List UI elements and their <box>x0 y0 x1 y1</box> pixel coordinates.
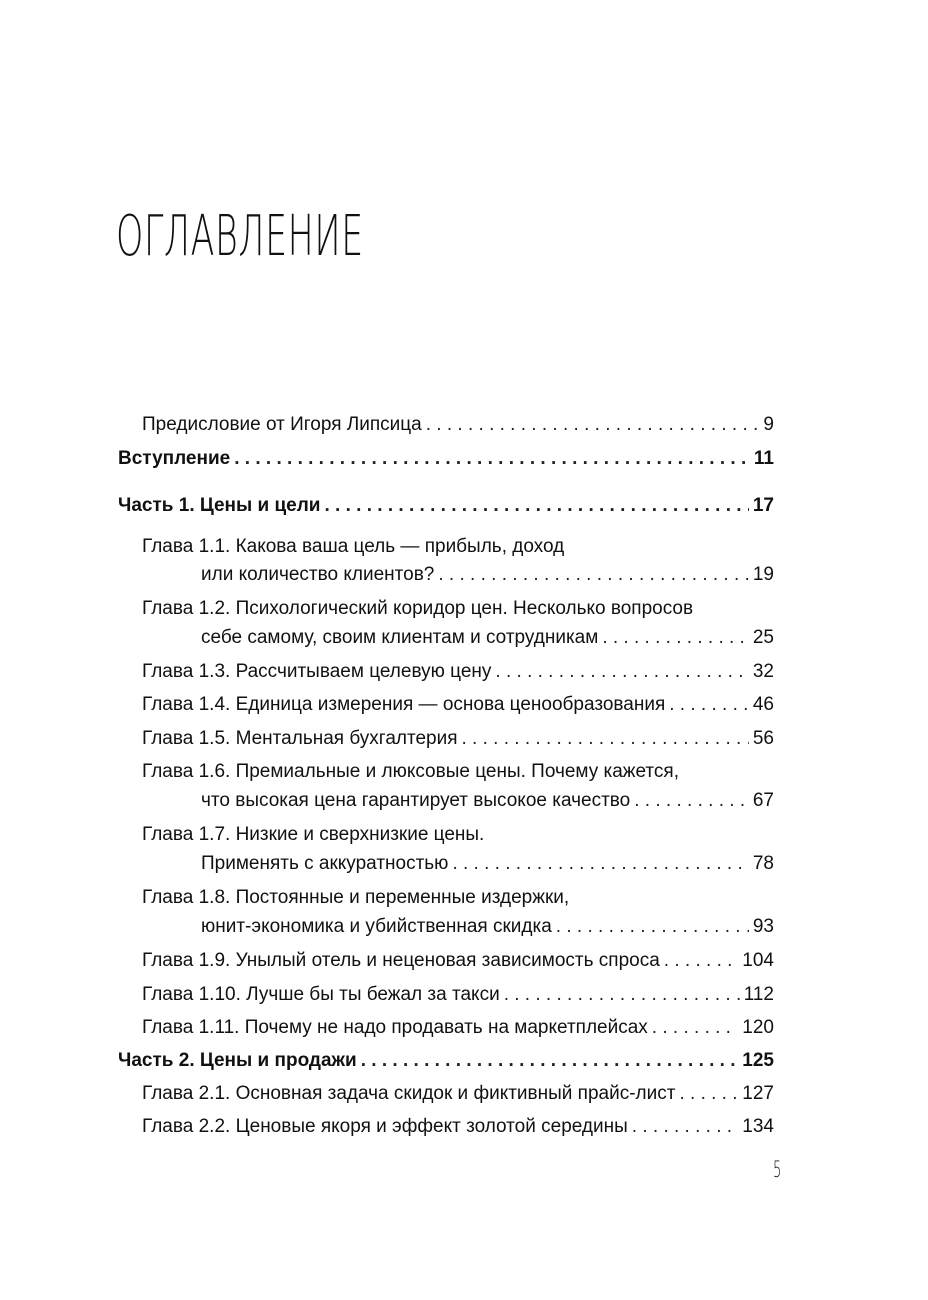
page-title: ОГЛАВЛЕНИЕ <box>116 204 364 269</box>
toc-entry-title: себе самому, своим клиентам и сотрудникам <box>201 627 599 648</box>
dot-leader <box>504 983 740 1007</box>
toc-entry-chapter-1-7-line1: Глава 1.7. Низкие и сверхнизкие цены. <box>142 824 485 845</box>
toc-entry-chapter-1-5[interactable] <box>142 727 774 751</box>
toc-entry-page: 32 <box>752 661 774 682</box>
toc-entry-page: 56 <box>752 728 774 749</box>
toc-entry-page: 125 <box>742 1050 774 1071</box>
dot-leader <box>556 915 749 939</box>
toc-entry-preface[interactable] <box>142 413 774 437</box>
toc-entry-page: 9 <box>763 414 774 435</box>
toc-entry-title: Глава 1.10. Лучше бы ты бежал за такси <box>142 984 500 1005</box>
toc-entry-page: 19 <box>752 564 774 585</box>
toc-entry-introduction[interactable] <box>118 447 774 471</box>
dot-leader <box>361 1049 739 1073</box>
toc-entry-chapter-1-4[interactable] <box>142 693 774 717</box>
page-number: 5 <box>773 1158 782 1183</box>
toc-entry-title: Предисловие от Игоря Липсица <box>142 414 422 435</box>
toc-entry-title: что высокая цена гарантирует высокое качество <box>201 790 631 811</box>
toc-entry-chapter-1-11[interactable] <box>142 1016 774 1040</box>
dot-leader <box>462 727 749 751</box>
toc-entry-title: Часть 2. Цены и продажи <box>118 1050 357 1071</box>
dot-leader <box>325 494 749 518</box>
toc-entry-page: 93 <box>752 916 774 937</box>
toc-entry-page: 25 <box>752 627 774 648</box>
dot-leader <box>669 693 749 717</box>
toc-entry-page: 46 <box>752 694 774 715</box>
toc-entry-chapter-1-6-line1: Глава 1.6. Премиальные и люксовые цены. Почему кажется, <box>142 761 679 782</box>
toc-entry-chapter-1-1-line1: Глава 1.1. Какова ваша цель — прибыль, доход <box>142 536 565 557</box>
toc-entry-chapter-2-2[interactable] <box>142 1115 774 1139</box>
toc-entry-chapter-1-7[interactable] <box>201 852 774 876</box>
toc-entry-part-1[interactable] <box>118 494 774 518</box>
toc-entry-page: 17 <box>752 495 774 516</box>
toc-entry-title: Применять с аккуратностью <box>201 853 449 874</box>
dot-leader <box>234 447 750 471</box>
toc-entry-page: 78 <box>752 853 774 874</box>
toc-entry-title: или количество клиентов? <box>201 564 435 585</box>
toc-entry-chapter-1-1[interactable] <box>201 563 774 587</box>
toc-entry-title: Часть 1. Цены и цели <box>118 495 321 516</box>
dot-leader <box>652 1016 739 1040</box>
toc-entry-chapter-1-6[interactable] <box>201 789 774 813</box>
dot-leader <box>495 660 748 684</box>
toc-entry-title: Глава 1.5. Ментальная бухгалтерия <box>142 728 458 749</box>
toc-entry-chapter-1-2[interactable] <box>201 626 774 650</box>
toc-entry-chapter-1-8-line1: Глава 1.8. Постоянные и переменные издержки, <box>142 887 570 908</box>
toc-entry-page: 67 <box>752 790 774 811</box>
dot-leader <box>632 1115 739 1139</box>
dot-leader <box>634 789 749 813</box>
toc-entry-title: Глава 1.3. Рассчитываем целевую цену <box>142 661 492 682</box>
toc-entry-part-2[interactable] <box>118 1049 774 1073</box>
dot-leader <box>602 626 749 650</box>
toc-entry-title: Глава 2.1. Основная задача скидок и фиктивный прайс-лист <box>142 1083 676 1104</box>
toc-entry-page: 11 <box>753 448 774 469</box>
toc-entry-chapter-1-8[interactable] <box>201 915 774 939</box>
dot-leader <box>452 852 748 876</box>
toc-entry-title: Вступление <box>118 448 231 469</box>
toc-entry-title: Глава 1.9. Унылый отель и неценовая зависимость спроса <box>142 950 660 971</box>
dot-leader <box>438 563 748 587</box>
toc-entry-chapter-1-3[interactable] <box>142 660 774 684</box>
toc-entry-chapter-1-10[interactable] <box>142 983 774 1007</box>
toc-entry-title: юнит-экономика и убийственная скидка <box>201 916 552 937</box>
toc-entry-page: 134 <box>742 1116 774 1137</box>
toc-entry-page: 127 <box>742 1083 774 1104</box>
toc-entry-chapter-1-9[interactable] <box>142 949 774 973</box>
dot-leader <box>679 1082 738 1106</box>
toc-entry-title: Глава 1.4. Единица измерения — основа ценообразования <box>142 694 666 715</box>
dot-leader <box>664 949 739 973</box>
dot-leader <box>426 413 760 437</box>
toc-entry-page: 120 <box>742 1017 774 1038</box>
toc-entry-title: Глава 2.2. Ценовые якоря и эффект золотой середины <box>142 1116 628 1137</box>
toc-entry-title: Глава 1.11. Почему не надо продавать на маркетплейсах <box>142 1017 648 1038</box>
toc-entry-chapter-2-1[interactable] <box>142 1082 774 1106</box>
toc-entry-chapter-1-2-line1: Глава 1.2. Психологический коридор цен. Несколько вопросов <box>142 598 694 619</box>
toc-entry-page: 104 <box>742 950 774 971</box>
toc-entry-page: 112 <box>743 984 774 1005</box>
